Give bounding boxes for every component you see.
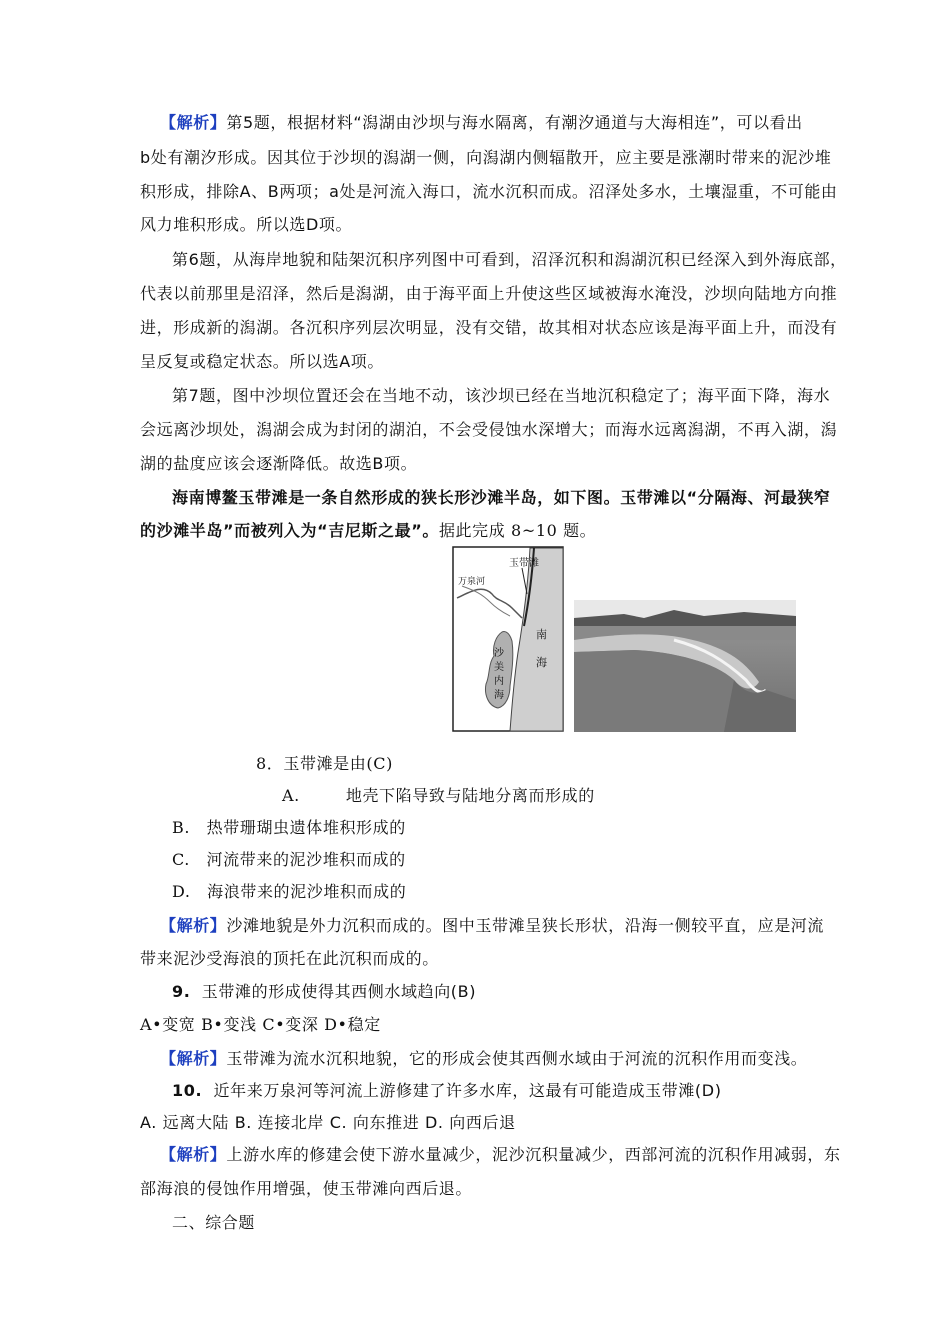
intro-line-1: 海南博鳌玉带滩是一条自然形成的狭长形沙滩半岛，如下图。玉带滩以“分隔海、河最狭窄 (172, 488, 831, 507)
q10-stem: 10. 近年来万泉河等河流上游修建了许多水库，这最有可能造成玉带滩(D) (172, 1081, 722, 1100)
q8-option-d: D. 海浪带来的泥沙堆积而成的 (172, 882, 407, 901)
q10-options: A. 远离大陆 B. 连接北岸 C. 向东推进 D. 向西后退 (140, 1113, 516, 1132)
analysis-q6-line-2: 代表以前那里是沼泽，然后是潟湖，由于海平面上升使这些区域被海水淹没，沙坝向陆地方向推 (140, 284, 838, 303)
yudaitan-map (452, 546, 564, 732)
q8-explanation-line-1: 【解析】沙滩地貌是外力沉积而成的。图中玉带滩呈狭长形状，沿海一侧较平直，应是河流 (160, 916, 825, 935)
label-shamei-4: 海 (494, 690, 504, 701)
label-shamei-1: 沙 (494, 648, 504, 659)
analysis-q5-line-2: b处有潮汐形成。因其位于沙坝的潟湖一侧，向潟湖内侧辐散开，应主要是涨潮时带来的泥沙堆 (140, 148, 832, 167)
analysis-label: 【解析】 (160, 1145, 227, 1164)
label-shamei-2: 美 (494, 662, 504, 673)
analysis-q5-line-4: 风力堆积形成。所以选D项。 (140, 215, 353, 234)
analysis-q6-line-1: 第6题，从海岸地貌和陆架沉积序列图中可看到，沼泽沉积和潟湖沉积已经深入到外海底部， (172, 250, 847, 269)
label-wanquanhe: 万泉河 (458, 577, 486, 587)
analysis-q7-line-3: 湖的盐度应该会逐渐降低。故选B项。 (140, 454, 418, 473)
q9-stem: 9. 玉带滩的形成使得其西侧水域趋向(B) (172, 982, 477, 1001)
q8-explanation-line-2: 带来泥沙受海浪的顶托在此沉积而成的。 (140, 949, 439, 968)
intro-line-2: 的沙滩半岛”而被列入为“吉尼斯之最”。据此完成 8~10 题。 (140, 521, 597, 540)
label-nanhai-1: 南 (536, 628, 547, 641)
analysis-q6-line-3: 进，形成新的潟湖。各沉积序列层次明显，没有交错，故其相对状态应该是海平面上升，而没有 (140, 318, 838, 337)
q10-explanation-line-1: 【解析】上游水库的修建会使下游水量减少，泥沙沉积量减少，西部河流的沉积作用减弱，东 (160, 1145, 841, 1164)
section-title: 二、综合题 (172, 1213, 256, 1232)
analysis-q5-line-1: 【解析】第5题，根据材料“潟湖由沙坝与海水隔离，有潮汐通道与大海相连”，可以看出 (160, 113, 803, 132)
q8-option-c: C. 河流带来的泥沙堆积而成的 (172, 850, 406, 869)
q8-option-a: A. 地壳下陷导致与陆地分离而形成的 (282, 786, 595, 805)
label-yudaitan: 玉带滩 (509, 558, 539, 569)
q10-explanation-line-2: 部海浪的侵蚀作用增强，使玉带滩向西后退。 (140, 1179, 473, 1198)
analysis-q5-line-3: 积形成，排除A、B两项；a处是河流入海口，流水沉积而成。沼泽处多水，土壤湿重，不可能由 (140, 182, 838, 201)
q9-explanation: 【解析】玉带滩为流水沉积地貌，它的形成会使其西侧水域由于河流的沉积作用而变浅。 (160, 1049, 808, 1068)
q9-options: A•变宽 B•变浅 C•变深 D•稳定 (140, 1015, 381, 1034)
label-nanhai-2: 海 (536, 656, 547, 669)
analysis-label: 【解析】 (160, 916, 227, 935)
analysis-label: 【解析】 (160, 1049, 227, 1068)
analysis-q7-line-1: 第7题，图中沙坝位置还会在当地不动，该沙坝已经在当地沉积稳定了；海平面下降，海水 (172, 386, 831, 405)
analysis-q7-line-2: 会远离沙坝处，潟湖会成为封闭的湖泊，不会受侵蚀水深增大；而海水远离潟湖，不再入湖，潟 (140, 420, 838, 439)
yudaitan-photo (574, 600, 796, 732)
analysis-label: 【解析】 (160, 113, 227, 132)
label-shamei-3: 内 (494, 676, 504, 687)
analysis-q6-line-4: 呈反复或稳定状态。所以选A项。 (140, 352, 384, 371)
q8-stem: 8．玉带滩是由(C) (256, 754, 393, 773)
q8-option-b: B. 热带珊瑚虫遗体堆积形成的 (172, 818, 406, 837)
